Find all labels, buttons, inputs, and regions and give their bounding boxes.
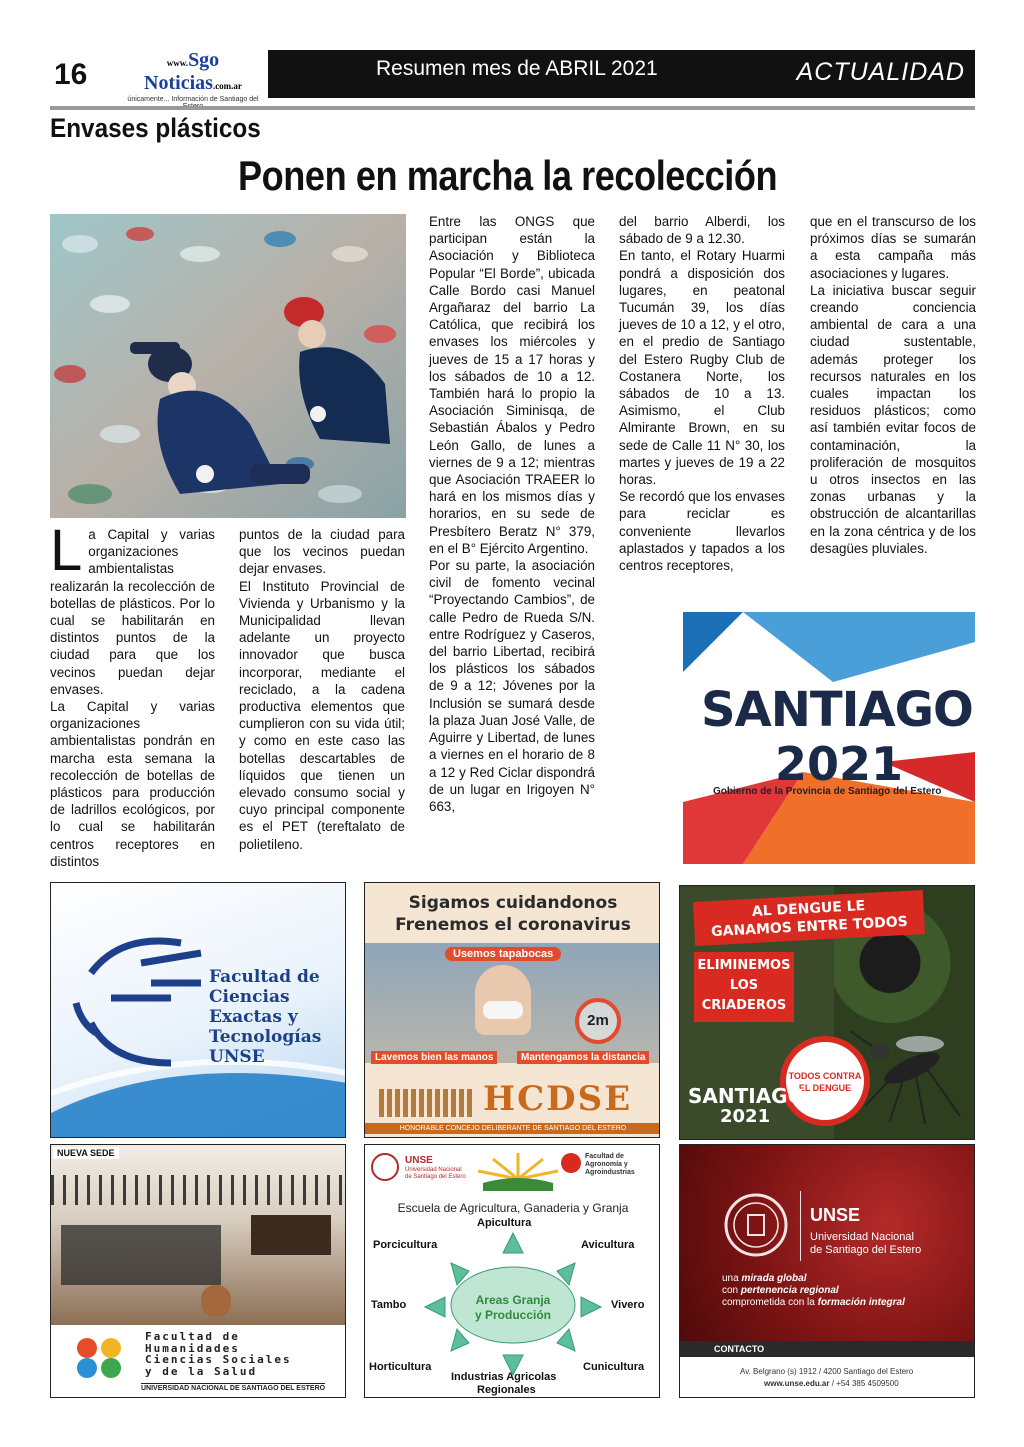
- paragraph: La iniciativa buscar seguir creando conciencia ambiental de cara a una ciudad sustentable, además proteger los recursos naturales en los cuales impactan los residuos plásticos; como así también evitar focos de contaminación, la proliferación de mosquitos u otros insectos en las zonas urbanas y la obstrucción de alcantarillas en la zona céntrica y de los desagües pluviales.: [810, 282, 976, 556]
- paragraph: Entre las ONGS que participan están la Asociación y Biblioteca Popular “El Borde”, ubicada Calle Bordo casi Manuel Argañaraz del barrio La Católica, que recibirá los envases los miércoles y jueves de 15 a 17 horas y los sábados de 10 a 12. También hará lo propio la Asociación Siminisqa, de Sebastián Ábalos y Pedro León Gallo, de lunes a viernes de 9 a 12; mientras que Asociación TRAEER lo hará en los mismos días y horarios, en su sede de Presbítero Beratz N° 379, en el B° Ejército Argentino.: [429, 214, 595, 556]
- slogan-text: comprometida con la: [722, 1297, 818, 1308]
- unse-contacto: CONTACTO: [680, 1341, 975, 1357]
- hcdse-brand: HCDSE: [483, 1079, 633, 1119]
- paragraph: Por su parte, la asociación civil de fomento vecinal “Proyectando Cambios”, de calle Pedro de Rueda S/N. entre Rodríguez y Caseros, del barrio Libertad, recibirá los plásticos los sábados de 9 a 12; Jóvenes por la Inclusión se sumará desde la plaza Juan José Valle, de Aguirre y Libertad, de lunes a viernes en el horario de 8 a 12 y Red Ciclar dispondrá de un lugar en Irigoyen N° 663,: [429, 558, 595, 814]
- sgo-noticias-logo[interactable]: [118, 49, 268, 103]
- agro-item-porcicultura: Porcicultura: [373, 1239, 438, 1251]
- mosquito-icon: [850, 1016, 970, 1126]
- fcet-line: Tecnologías: [209, 1027, 322, 1047]
- nueva-sede-badge: NUEVA SEDE: [53, 1147, 119, 1159]
- article-kicker: Envases plásticos: [50, 113, 261, 143]
- santiago-2021-ad[interactable]: [683, 612, 975, 864]
- person-mask-icon: [475, 965, 531, 1035]
- mask-icon: [483, 1001, 523, 1019]
- window: [61, 1225, 221, 1285]
- unse-name: UNSE: [810, 1205, 861, 1225]
- eliminemos-line: ELIMINEMOS: [697, 958, 791, 973]
- unse-sub-1: Universidad Nacional: [810, 1231, 914, 1243]
- fhcs-line: Facultad de: [145, 1330, 240, 1343]
- article-column-1: [50, 518, 215, 870]
- plaque: [251, 1215, 331, 1255]
- distance-icon: 2m: [575, 998, 621, 1044]
- article-column-2: [239, 526, 405, 853]
- fhcs-name: [145, 1331, 292, 1377]
- paragraph: puntos de la ciudad para que los vecinos puedan dejar envases.: [239, 527, 405, 577]
- recycling-photo: [50, 214, 406, 518]
- unse-phone: / +54 385 4509500: [831, 1379, 899, 1388]
- building-photo: [51, 1145, 346, 1325]
- page-number: 16: [54, 58, 88, 91]
- stamp-line: EL DENGUE: [798, 1083, 852, 1093]
- header-band: [268, 50, 975, 98]
- agro-center: [451, 1293, 575, 1323]
- unse-ad[interactable]: [679, 1144, 975, 1398]
- unse-seal-icon: [371, 1153, 399, 1181]
- header-rule: [50, 106, 975, 110]
- eliminemos-line: LOS: [729, 978, 759, 993]
- fcet-line: UNSE: [209, 1047, 265, 1067]
- lavemos-label: Lavemos bien las manos: [371, 1051, 497, 1064]
- slogan-bold: formación integral: [817, 1297, 905, 1308]
- dropcap: L: [50, 518, 83, 583]
- logo-tagline: únicamente... Información de Santiago del: [127, 96, 259, 103]
- slogan-bold: mirada global: [741, 1273, 807, 1284]
- unse-address: Av. Belgrano (s) 1912 / 4200 Santiago del Estero: [740, 1367, 914, 1376]
- dengue-santiago-year: 2021: [720, 1106, 771, 1127]
- logo-domain: .com.ar: [212, 81, 242, 91]
- section-label: ACTUALIDAD: [796, 58, 965, 86]
- eliminemos-box: [694, 952, 794, 1022]
- fcet-name: [209, 967, 321, 1067]
- unse-slogan: [722, 1273, 905, 1309]
- agro-item-cunicultura: Cunicultura: [583, 1361, 645, 1373]
- article-column-4: [619, 213, 785, 574]
- building-icon: [379, 1089, 475, 1117]
- fhcs-line: y de la Salud: [145, 1364, 258, 1378]
- slogan-bold: pertenencia regional: [740, 1285, 839, 1296]
- banner-line: GANAMOS ENTRE TODOS: [710, 913, 909, 941]
- fhcs-logo-icon: [69, 1333, 129, 1383]
- agro-title: Escuela de Agricultura, Ganaderia y Granja: [397, 1201, 629, 1215]
- fhcs-ad[interactable]: [50, 1144, 346, 1398]
- slogan-line: [722, 1297, 905, 1309]
- agro-school-ad[interactable]: [364, 1144, 660, 1398]
- unse-divider: [800, 1191, 801, 1261]
- agro-fac: Facultad de Agronomía y Agroindustrias: [585, 1153, 635, 1176]
- paragraph: En tanto, el Rotary Huarmi pondrá a disposición dos lugares, en peatonal Tucumán 39, los días jueves de 10 a 12, y el otro, en el predio de Santiago del Estero Rugby Club de Costanera Norte, los sábados de 10 a 13. Asimismo, el Club Almirante Brown, en su sede de Calle 11 N° 30, los martes y jueves de 19 a 22 horas.: [619, 248, 785, 488]
- stamp-line: TODOS CONTRA: [788, 1071, 862, 1081]
- unse-web-line: [764, 1379, 899, 1388]
- agro-item-horticultura: Horticultura: [369, 1361, 432, 1373]
- unse-crest-icon: [724, 1189, 788, 1259]
- agro-unse-sub: Universidad Nacional de Santiago del Estero: [405, 1167, 466, 1180]
- fcet-line: Exactas y: [209, 1007, 298, 1027]
- agro-fac-logo-icon: [561, 1153, 581, 1173]
- santiago-year: 2021: [775, 737, 904, 791]
- article-column-3: [429, 213, 595, 815]
- paragraph: El Instituto Provincial de Vivienda y Urbanismo y la Municipalidad llevan adelante un proyecto innovador que busca incorporar, mediante el reciclado, a la cadena productiva elementos que cumplieron con su vida útil; y como en este caso las botellas descartables de líquidos que tienen un elevado consumo social y cuyo principal componente es el PET (tereftalato de polietileno.: [239, 578, 405, 852]
- issue-label: Resumen mes de ABRIL 2021: [376, 57, 658, 80]
- fcet-line: Ciencias: [209, 987, 290, 1007]
- slogan-text: una: [722, 1273, 742, 1284]
- agro-item-apicultura: Apicultura: [477, 1217, 532, 1229]
- hcd-coronavirus-ad[interactable]: [364, 882, 660, 1138]
- dengue-santiago-word: SANTIAGO: [688, 1084, 805, 1108]
- logo-name: Sgo Noticias: [144, 49, 220, 94]
- usemos-label: Usemos tapabocas: [445, 947, 561, 961]
- hcd-title-2: Frenemos el coronavirus: [395, 915, 631, 935]
- mantengamos-label: Mantengamos la distancia: [517, 1051, 649, 1064]
- paragraph: a Capital y varias organizaciones ambientalistas realizarán la recolección de botellas de plásticos. Por lo cual se habilitarán en distintos puntos de la ciudad para que los vecinos puedan dejar envases.: [50, 527, 215, 697]
- agro-unse: UNSE: [405, 1155, 433, 1166]
- paragraph: Se recordó que los envases para reciclar es conveniente llevarlos aplastados y tapados a los centros receptores,: [619, 489, 785, 574]
- paragraph: que en el transcurso de los próximos días se sumarán a esta campaña más asociaciones y lugares.: [810, 214, 976, 281]
- fhcs-univ: UNIVERSIDAD NACIONAL DE SANTIAGO DEL ESTERO: [141, 1385, 326, 1392]
- agro-item-industrias: Industrias Agricolas: [451, 1371, 557, 1383]
- slogan-line: [722, 1285, 905, 1297]
- center-line: Areas Granja: [475, 1293, 551, 1307]
- santiago-gov: Gobierno de la Provincia de Santiago del Estero: [713, 786, 942, 797]
- fhcs-line: Ciencias Sociales: [145, 1353, 292, 1366]
- pot: [201, 1285, 231, 1317]
- article-headline: Ponen en marcha la recolección: [238, 152, 778, 199]
- banner-line: AL DENGUE LE: [751, 898, 866, 920]
- sunrise-logo-icon: [473, 1151, 563, 1191]
- fcet-logo-icon: [76, 941, 201, 1063]
- agro-item-regionales: Regionales: [477, 1384, 536, 1396]
- fcet-line: Facultad de: [209, 967, 320, 987]
- eliminemos-line: CRIADEROS: [701, 998, 787, 1013]
- fhcs-line: Humanidades: [145, 1341, 240, 1355]
- article-column-5: [810, 213, 976, 557]
- agro-item-avicultura: Avicultura: [581, 1239, 635, 1251]
- slogan-text: con: [722, 1285, 741, 1296]
- covid-scene: [365, 943, 660, 1063]
- santiago-word: SANTIAGO: [701, 682, 973, 738]
- agro-item-tambo: Tambo: [371, 1299, 407, 1311]
- logo-www: www.: [166, 58, 189, 68]
- unse-sub-2: de Santiago del Estero: [810, 1244, 922, 1256]
- unse-web[interactable]: www.unse.edu.ar: [764, 1379, 830, 1388]
- balcony-railing: [51, 1175, 346, 1205]
- dengue-ad[interactable]: [679, 885, 975, 1140]
- paragraph: del barrio Alberdi, los sábado de 9 a 12.30.: [619, 214, 785, 247]
- center-line: y Producción: [474, 1308, 551, 1322]
- fcet-unse-ad[interactable]: [50, 882, 346, 1138]
- hcd-title-1: Sigamos cuidandonos: [408, 893, 618, 913]
- paragraph: La Capital y varias organizaciones ambientalistas pondrán en marcha esta semana la recolección de botellas de plásticos para producción de ladrillos ecológicos, por lo cual se habilitarán centros receptores en distintos: [50, 699, 215, 869]
- hcd-footer: HONORABLE CONCEJO DELIBERANTE DE SANTIAGO DEL ESTERO: [365, 1123, 660, 1134]
- agro-item-vivero: Vivero: [611, 1299, 645, 1311]
- slogan-line: [722, 1273, 905, 1285]
